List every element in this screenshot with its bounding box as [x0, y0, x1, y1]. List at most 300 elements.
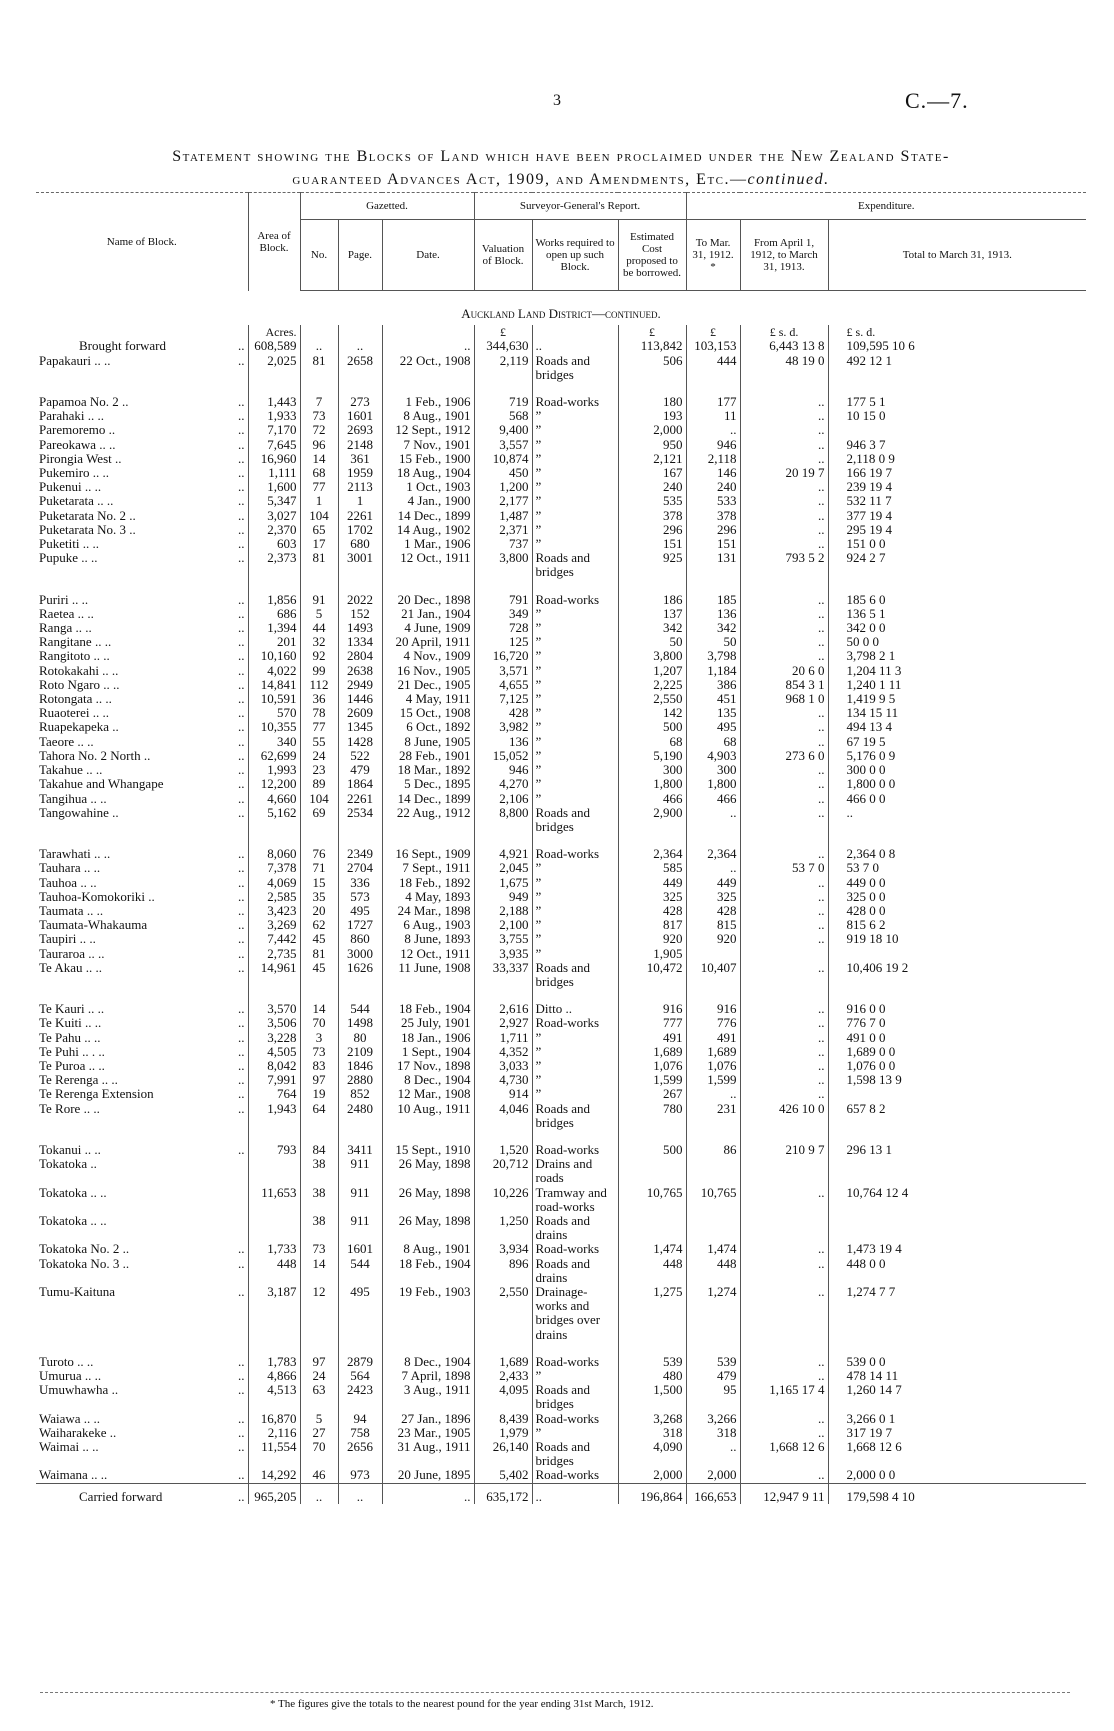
cell-gazette-date: 5 Dec., 1895	[382, 777, 474, 791]
cell-estimated-cost: 151	[618, 537, 686, 551]
cell-expenditure-total: 3,798 2 1	[828, 649, 1086, 663]
cell-estimated-cost: 342	[618, 621, 686, 635]
cell-gazette-page: 1493	[338, 621, 382, 635]
unit-from: £ s. d.	[740, 325, 828, 339]
cell-works: ”	[532, 749, 618, 763]
leader-dots: ..	[238, 889, 245, 904]
cell-gazette-page: 1601	[338, 409, 382, 423]
cell-gazette-no: 45	[300, 961, 338, 989]
cell-block-name	[36, 423, 248, 437]
cell-expenditure-to-1912	[686, 947, 740, 961]
cell-estimated-cost: 491	[618, 1031, 686, 1045]
header-to-1912: To Mar. 31, 1912. *	[686, 220, 740, 291]
header-page: Page.	[338, 220, 382, 291]
cell-gazette-date: 18 Jan., 1906	[382, 1031, 474, 1045]
cell-works: ”	[532, 904, 618, 918]
cell-block-name	[36, 1355, 248, 1369]
cell-block-name	[36, 635, 248, 649]
block-name-text: Puketiti .. ..	[39, 537, 99, 552]
cell-block-name	[36, 777, 248, 791]
cell-expenditure-total	[828, 1214, 1086, 1242]
cell-expenditure-from-1912: ..	[740, 607, 828, 621]
cell-gazette-no: 71	[300, 861, 338, 875]
header-surveyor: Surveyor-General's Report.	[474, 193, 686, 220]
spacer-row	[36, 989, 1086, 1002]
cell-estimated-cost: 1,905	[618, 947, 686, 961]
cell-area: 10,355	[248, 720, 300, 734]
cell-block-name	[36, 607, 248, 621]
cell-block-name	[36, 763, 248, 777]
leader-dots: ..	[238, 1425, 245, 1440]
cell-expenditure-from-1912: 793 5 2	[740, 551, 828, 579]
cell-expenditure-to-1912: 103,153	[686, 339, 740, 353]
cell-expenditure-from-1912: ..	[740, 876, 828, 890]
cell-estimated-cost: 500	[618, 1143, 686, 1157]
cell-expenditure-from-1912: ..	[740, 635, 828, 649]
cell-valuation: 2,177	[474, 494, 532, 508]
cell-gazette-no: 20	[300, 904, 338, 918]
leader-dots: ..	[238, 663, 245, 678]
cell-gazette-page: 2022	[338, 593, 382, 607]
leader-dots: ..	[238, 1242, 245, 1257]
cell-expenditure-from-1912: 20 19 7	[740, 466, 828, 480]
header-no: No.	[300, 220, 338, 291]
cell-valuation: 16,720	[474, 649, 532, 663]
units-row	[36, 325, 1086, 339]
cell-gazette-no: 92	[300, 649, 338, 663]
cell-block-name	[36, 706, 248, 720]
cell-expenditure-total: 239 19 4	[828, 480, 1086, 494]
cell-area: 686	[248, 607, 300, 621]
cell-expenditure-total: 539 0 0	[828, 1355, 1086, 1369]
cell-expenditure-from-1912: ..	[740, 1016, 828, 1030]
cell-block-name	[36, 409, 248, 423]
cell-gazette-no: 44	[300, 621, 338, 635]
table-row	[36, 1257, 1086, 1285]
cell-estimated-cost: 535	[618, 494, 686, 508]
cell-works: ”	[532, 876, 618, 890]
cell-block-name	[36, 678, 248, 692]
cell-gazette-date: 18 Feb., 1892	[382, 876, 474, 890]
block-name-text: Carried forward	[79, 1488, 163, 1504]
cell-valuation: 2,188	[474, 904, 532, 918]
cell-gazette-page: 2609	[338, 706, 382, 720]
cell-expenditure-total: 151 0 0	[828, 537, 1086, 551]
block-name-text: Te Puhi .. . ..	[39, 1044, 105, 1059]
cell-gazette-no: 89	[300, 777, 338, 791]
cell-expenditure-to-1912: 177	[686, 395, 740, 409]
cell-expenditure-to-1912: ..	[686, 1440, 740, 1468]
cell-area: 3,423	[248, 904, 300, 918]
cell-gazette-no: 12	[300, 1285, 338, 1342]
cell-block-name	[36, 947, 248, 961]
cell-gazette-no: 73	[300, 1045, 338, 1059]
cell-works: ..	[532, 339, 618, 353]
cell-expenditure-total	[828, 947, 1086, 961]
cell-gazette-no: 99	[300, 664, 338, 678]
block-name-text: Tumu-Kaituna	[39, 1285, 116, 1299]
cell-expenditure-total: 1,800 0 0	[828, 777, 1086, 791]
cell-block-name	[36, 664, 248, 678]
cell-expenditure-from-1912: ..	[740, 1285, 828, 1342]
block-name-text: Te Kuiti .. ..	[39, 1016, 102, 1031]
cell-gazette-date: 10 Aug., 1911	[382, 1102, 474, 1130]
cell-works: ”	[532, 438, 618, 452]
cell-expenditure-to-1912: 539	[686, 1355, 740, 1369]
cell-gazette-page: 522	[338, 749, 382, 763]
cell-expenditure-to-1912: ..	[686, 806, 740, 834]
cell-gazette-date: 20 April, 1911	[382, 635, 474, 649]
cell-area: 1,993	[248, 763, 300, 777]
table-row	[36, 635, 1086, 649]
block-name-text: Papakauri .. ..	[39, 353, 111, 368]
cell-expenditure-to-1912: 776	[686, 1016, 740, 1030]
title-line-1: Statement showing the Blocks of Land which have been proclaimed under the New Zealand State-	[172, 148, 950, 165]
cell-expenditure-total: 1,076 0 0	[828, 1059, 1086, 1073]
cell-gazette-date: 4 Jan., 1900	[382, 494, 474, 508]
cell-expenditure-from-1912	[740, 1157, 828, 1185]
cell-valuation: 8,439	[474, 1412, 532, 1426]
header-valuation: Valuation of Block.	[474, 220, 532, 291]
cell-works: Roads and bridges	[532, 1102, 618, 1130]
cell-works: ”	[532, 523, 618, 537]
cell-valuation: 1,689	[474, 1355, 532, 1369]
cell-area: 1,443	[248, 395, 300, 409]
cell-works: ”	[532, 1045, 618, 1059]
cell-area: 8,042	[248, 1059, 300, 1073]
cell-block-name	[36, 395, 248, 409]
cell-expenditure-total: 5,176 0 9	[828, 749, 1086, 763]
header-date: Date.	[382, 220, 474, 291]
block-name-text: Puketarata No. 2 ..	[39, 508, 136, 523]
cell-gazette-page: 852	[338, 1087, 382, 1101]
cell-valuation: 450	[474, 466, 532, 480]
cell-valuation: 2,119	[474, 354, 532, 382]
cell-expenditure-from-1912: ..	[740, 423, 828, 437]
cell-works: ”	[532, 678, 618, 692]
cell-gazette-date: 14 Aug., 1902	[382, 523, 474, 537]
cell-gazette-no: 70	[300, 1440, 338, 1468]
cell-estimated-cost: 777	[618, 1016, 686, 1030]
cell-expenditure-to-1912: 2,000	[686, 1468, 740, 1483]
cell-area: 5,347	[248, 494, 300, 508]
cell-estimated-cost: 180	[618, 395, 686, 409]
cell-area: 14,841	[248, 678, 300, 692]
leader-dots: ..	[238, 339, 245, 354]
cell-block-name	[36, 354, 248, 382]
cell-gazette-date: 8 June, 1893	[382, 932, 474, 946]
cell-expenditure-total: 53 7 0	[828, 861, 1086, 875]
leader-dots: ..	[238, 522, 245, 537]
cell-expenditure-total	[828, 1157, 1086, 1185]
leader-dots: ..	[238, 1087, 245, 1102]
cell-expenditure-to-1912: 449	[686, 876, 740, 890]
cell-gazette-no: 3	[300, 1031, 338, 1045]
cell-valuation: 3,982	[474, 720, 532, 734]
cell-block-name	[36, 1087, 248, 1101]
cell-gazette-date: 8 Aug., 1901	[382, 409, 474, 423]
cell-area: 11,554	[248, 1440, 300, 1468]
block-name-text: Takahue and Whangape	[39, 777, 164, 792]
cell-valuation: 946	[474, 763, 532, 777]
cell-gazette-date: 8 June, 1905	[382, 735, 474, 749]
cell-block-name	[36, 621, 248, 635]
cell-gazette-page: 479	[338, 763, 382, 777]
cell-expenditure-to-1912: 1,474	[686, 1242, 740, 1256]
cell-expenditure-total: 924 2 7	[828, 551, 1086, 579]
cell-gazette-page: 2656	[338, 1440, 382, 1468]
cell-valuation: 728	[474, 621, 532, 635]
cell-expenditure-total: 1,240 1 11	[828, 678, 1086, 692]
cell-works: Roads and bridges	[532, 551, 618, 579]
cell-expenditure-to-1912: ..	[686, 423, 740, 437]
cell-valuation: 2,371	[474, 523, 532, 537]
cell-expenditure-from-1912: 12,947 9 11	[740, 1483, 828, 1504]
cell-gazette-no: 46	[300, 1468, 338, 1483]
cell-gazette-date: 21 Jan., 1904	[382, 607, 474, 621]
cell-area: 1,856	[248, 593, 300, 607]
table-row	[36, 339, 1086, 353]
cell-gazette-date: 6 Aug., 1903	[382, 918, 474, 932]
table-row	[36, 1157, 1086, 1185]
cell-gazette-date: 1 Oct., 1903	[382, 480, 474, 494]
cell-works: Roads and drains	[532, 1257, 618, 1285]
block-name-text: Tarawhati .. ..	[39, 847, 111, 862]
cell-valuation: 344,630	[474, 339, 532, 353]
cell-valuation: 10,874	[474, 452, 532, 466]
leader-dots: ..	[238, 1488, 245, 1504]
cell-expenditure-total: 919 18 10	[828, 932, 1086, 946]
cell-valuation: 1,520	[474, 1143, 532, 1157]
cell-gazette-date: 4 June, 1909	[382, 621, 474, 635]
cell-valuation: 2,550	[474, 1285, 532, 1342]
cell-expenditure-total: ..	[828, 806, 1086, 834]
cell-block-name	[36, 1242, 248, 1256]
cell-gazette-page: 911	[338, 1214, 382, 1242]
table-row	[36, 792, 1086, 806]
page-number: 3	[553, 92, 561, 109]
cell-expenditure-to-1912: 1,689	[686, 1045, 740, 1059]
cell-expenditure-total: 449 0 0	[828, 876, 1086, 890]
cell-gazette-no: 68	[300, 466, 338, 480]
cell-expenditure-to-1912: 151	[686, 537, 740, 551]
table-row	[36, 847, 1086, 861]
cell-gazette-page: 2109	[338, 1045, 382, 1059]
cell-block-name	[36, 593, 248, 607]
header-gazetted: Gazetted.	[300, 193, 474, 220]
table-row	[36, 1383, 1086, 1411]
cell-gazette-date: 7 Sept., 1911	[382, 861, 474, 875]
cell-gazette-no: 77	[300, 720, 338, 734]
cell-area: 5,162	[248, 806, 300, 834]
cell-estimated-cost: 10,472	[618, 961, 686, 989]
cell-works: ”	[532, 1073, 618, 1087]
cell-works: Roads and bridges	[532, 1383, 618, 1411]
cell-area: 8,060	[248, 847, 300, 861]
cell-works: Roads and bridges	[532, 806, 618, 834]
cell-estimated-cost: 240	[618, 480, 686, 494]
cell-gazette-no: 5	[300, 607, 338, 621]
cell-works: ”	[532, 1031, 618, 1045]
leader-dots: ..	[238, 466, 245, 481]
cell-gazette-page: 3001	[338, 551, 382, 579]
cell-estimated-cost: 196,864	[618, 1483, 686, 1504]
cell-valuation: 15,052	[474, 749, 532, 763]
cell-gazette-date: 1 Sept., 1904	[382, 1045, 474, 1059]
cell-gazette-page: 2148	[338, 438, 382, 452]
cell-valuation: 8,800	[474, 806, 532, 834]
cell-gazette-date: 7 April, 1898	[382, 1369, 474, 1383]
cell-block-name	[36, 1369, 248, 1383]
cell-works: ”	[532, 1087, 618, 1101]
block-name-text: Te Kauri .. ..	[39, 1002, 105, 1017]
cell-expenditure-to-1912: 10,765	[686, 1186, 740, 1214]
cell-gazette-no: 19	[300, 1087, 338, 1101]
cell-gazette-no: 64	[300, 1102, 338, 1130]
cell-gazette-no: 14	[300, 452, 338, 466]
block-name-text: Tokatoka No. 2 ..	[39, 1242, 130, 1257]
header-area: Area of Block.	[248, 193, 300, 291]
cell-expenditure-total: 657 8 2	[828, 1102, 1086, 1130]
cell-estimated-cost: 2,000	[618, 1468, 686, 1483]
cell-gazette-no: 91	[300, 593, 338, 607]
cell-expenditure-from-1912: ..	[740, 1369, 828, 1383]
cell-expenditure-total: 185 6 0	[828, 593, 1086, 607]
cell-gazette-no: 5	[300, 1412, 338, 1426]
leader-dots: ..	[238, 1016, 245, 1031]
header-name: Name of Block.	[36, 193, 248, 291]
cell-area: 10,591	[248, 692, 300, 706]
cell-expenditure-to-1912: 1,076	[686, 1059, 740, 1073]
cell-block-name	[36, 692, 248, 706]
cell-estimated-cost: 428	[618, 904, 686, 918]
leader-dots: ..	[238, 480, 245, 495]
cell-area: 2,116	[248, 1426, 300, 1440]
table-row	[36, 1073, 1086, 1087]
cell-expenditure-from-1912: 426 10 0	[740, 1102, 828, 1130]
cell-gazette-no: 32	[300, 635, 338, 649]
table-row	[36, 452, 1086, 466]
cell-expenditure-from-1912: 210 9 7	[740, 1143, 828, 1157]
cell-estimated-cost: 10,765	[618, 1186, 686, 1214]
cell-estimated-cost: 449	[618, 876, 686, 890]
cell-gazette-no: 17	[300, 537, 338, 551]
cell-gazette-page: 336	[338, 876, 382, 890]
cell-works: Drains and roads	[532, 1157, 618, 1185]
leader-dots: ..	[238, 1440, 245, 1455]
table-row	[36, 1468, 1086, 1483]
cell-gazette-date: 24 Mar., 1898	[382, 904, 474, 918]
table-row	[36, 1031, 1086, 1045]
cell-works: ”	[532, 706, 618, 720]
cell-estimated-cost: 2,121	[618, 452, 686, 466]
block-name-text: Taumata-Whakauma	[39, 918, 148, 933]
cell-expenditure-total	[828, 423, 1086, 437]
cell-gazette-date: 22 Oct., 1908	[382, 354, 474, 382]
cell-estimated-cost: 1,474	[618, 1242, 686, 1256]
cell-gazette-page: 2693	[338, 423, 382, 437]
cell-valuation: 4,352	[474, 1045, 532, 1059]
cell-expenditure-to-1912: 318	[686, 1426, 740, 1440]
title-line-2: guaranteed Advances Act, 1909, and Amendments, Etc.—	[292, 171, 748, 188]
cell-expenditure-total: 10,764 12 4	[828, 1186, 1086, 1214]
cell-gazette-page: 758	[338, 1426, 382, 1440]
cell-expenditure-from-1912	[740, 947, 828, 961]
cell-gazette-page: 2261	[338, 509, 382, 523]
cell-gazette-page: 2704	[338, 861, 382, 875]
cell-expenditure-to-1912: 444	[686, 354, 740, 382]
cell-gazette-page: 2804	[338, 649, 382, 663]
leader-dots: ..	[238, 649, 245, 664]
cell-gazette-no: 70	[300, 1016, 338, 1030]
cell-expenditure-to-1912: 135	[686, 706, 740, 720]
cell-works: ”	[532, 494, 618, 508]
cell-gazette-no: 7	[300, 395, 338, 409]
cell-gazette-no: 81	[300, 551, 338, 579]
block-name-text: Rangitane .. ..	[39, 635, 112, 650]
district-label: Auckland Land District—continued.	[461, 306, 661, 321]
spacer-row	[36, 580, 1086, 593]
table-row	[36, 890, 1086, 904]
table-row	[36, 664, 1086, 678]
cell-expenditure-to-1912: 378	[686, 509, 740, 523]
leader-dots: ..	[238, 1002, 245, 1017]
cell-expenditure-to-1912: 479	[686, 1369, 740, 1383]
table-row	[36, 494, 1086, 508]
block-name-text: Waimai .. ..	[39, 1440, 99, 1455]
cell-gazette-date: 16 Nov., 1905	[382, 664, 474, 678]
cell-estimated-cost: 193	[618, 409, 686, 423]
cell-expenditure-to-1912: 428	[686, 904, 740, 918]
cell-block-name	[36, 904, 248, 918]
cell-gazette-no: 97	[300, 1073, 338, 1087]
leader-dots: ..	[238, 903, 245, 918]
table-row	[36, 1285, 1086, 1342]
block-name-text: Pareokawa .. ..	[39, 437, 116, 452]
cell-expenditure-from-1912: ..	[740, 847, 828, 861]
document-reference: C.—7.	[905, 88, 969, 113]
leader-dots: ..	[238, 932, 245, 947]
cell-valuation: 719	[474, 395, 532, 409]
leader-dots: ..	[238, 1030, 245, 1045]
cell-area: 3,187	[248, 1285, 300, 1342]
cell-gazette-page: 1	[338, 494, 382, 508]
cell-expenditure-from-1912	[740, 1214, 828, 1242]
cell-valuation: 349	[474, 607, 532, 621]
cell-area: 3,506	[248, 1016, 300, 1030]
cell-estimated-cost: 780	[618, 1102, 686, 1130]
cell-estimated-cost	[618, 1214, 686, 1242]
cell-gazette-page: 2423	[338, 1383, 382, 1411]
cell-valuation: 2,100	[474, 918, 532, 932]
cell-area: 4,069	[248, 876, 300, 890]
cell-block-name	[36, 523, 248, 537]
cell-valuation: 10,226	[474, 1186, 532, 1214]
cell-area	[248, 1214, 300, 1242]
cell-expenditure-total: 466 0 0	[828, 792, 1086, 806]
cell-expenditure-total: 494 13 4	[828, 720, 1086, 734]
cell-estimated-cost: 3,268	[618, 1412, 686, 1426]
cell-gazette-no: 63	[300, 1383, 338, 1411]
cell-area: 1,943	[248, 1102, 300, 1130]
cell-gazette-page: 152	[338, 607, 382, 621]
cell-valuation: 26,140	[474, 1440, 532, 1468]
block-name-text: Rangitoto .. ..	[39, 649, 110, 664]
table-row	[36, 1016, 1086, 1030]
leader-dots: ..	[238, 918, 245, 933]
cell-block-name	[36, 861, 248, 875]
leader-dots: ..	[238, 946, 245, 961]
